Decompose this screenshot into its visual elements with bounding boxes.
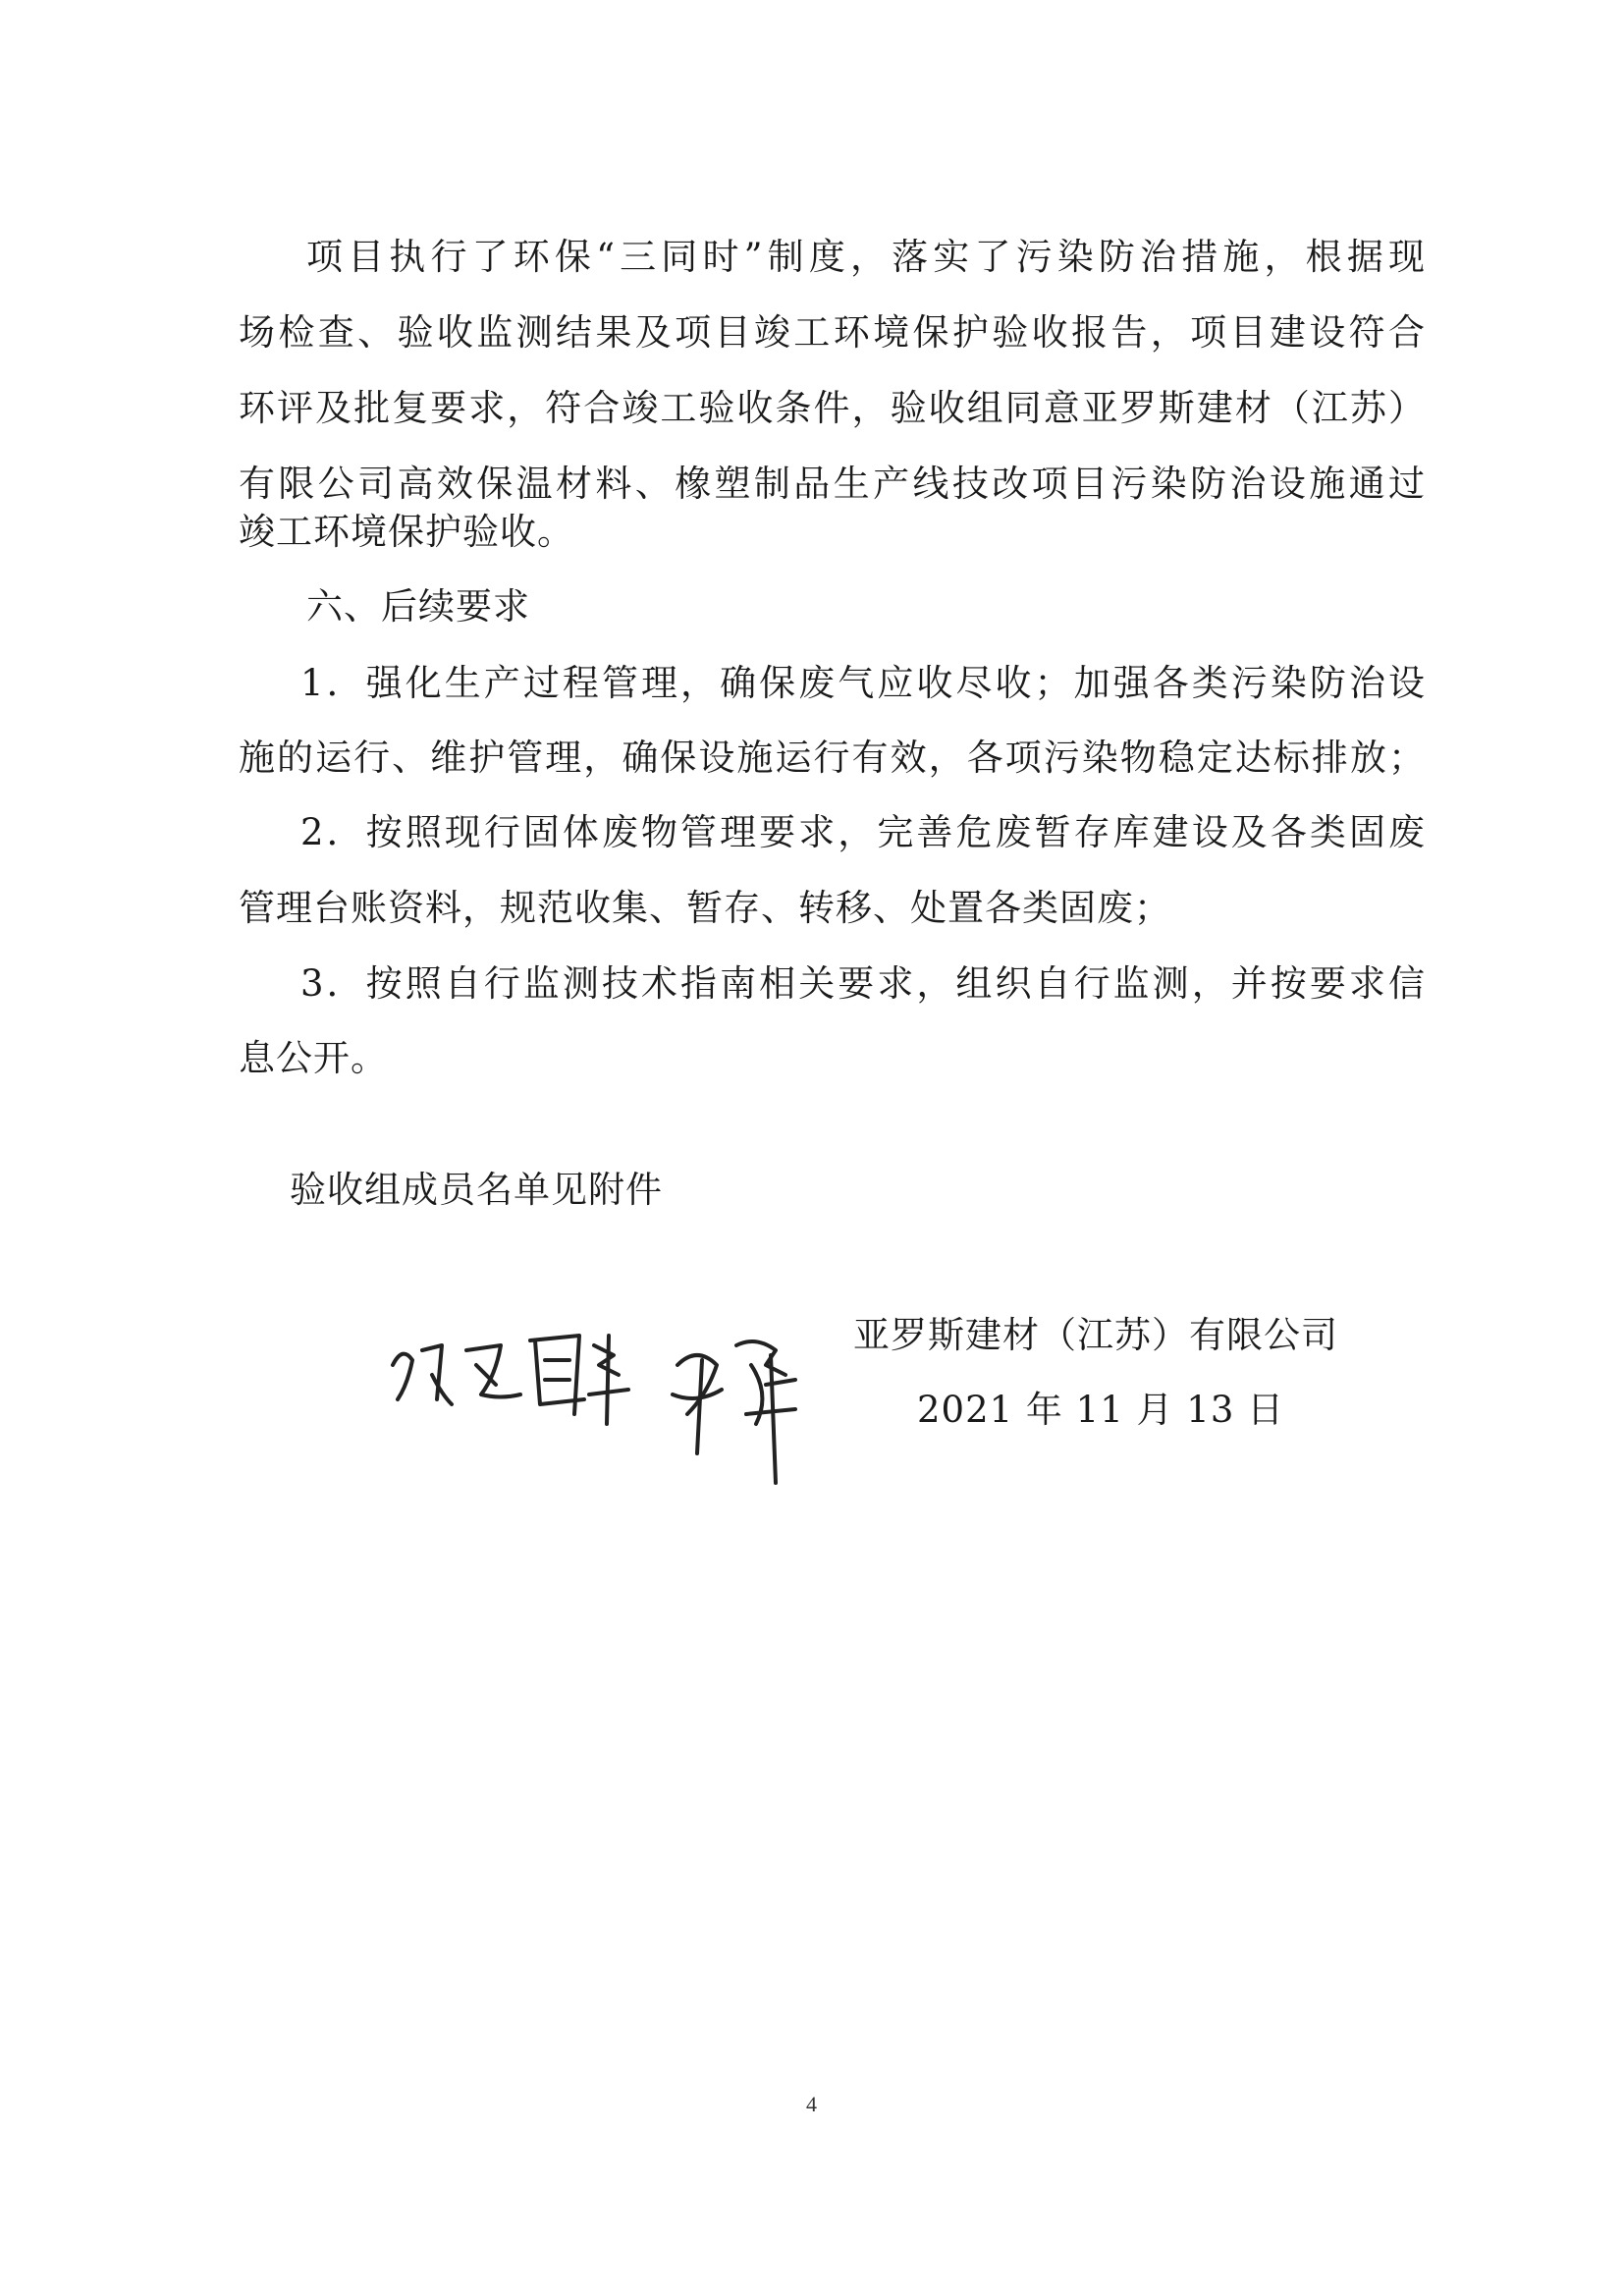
requirement-2-line-2: 管理台账资料，规范收集、暂存、转移、处置各类固废；: [239, 887, 1171, 929]
handwritten-signature: [383, 1306, 835, 1493]
page-number: 4: [806, 2092, 817, 2116]
requirement-3-line-2: 息公开。: [239, 1037, 388, 1079]
requirement-2-line-1: 2．按照现行固体废物管理要求，完善危废暂存库建设及各类固废: [300, 811, 1426, 853]
requirement-3-line-1: 3．按照自行监测技术指南相关要求，组织自行监测，并按要求信: [300, 962, 1426, 1005]
requirement-1-line-1: 1．强化生产过程管理，确保废气应收尽收；加强各类污染防治设: [300, 662, 1426, 704]
conclusion-line-2: 场检查、验收监测结果及项目竣工环境保护验收报告，项目建设符合: [239, 311, 1426, 354]
signature-date: 2021 年 11 月 13 日: [917, 1389, 1285, 1431]
conclusion-line-1: 项目执行了环保“三同时”制度，落实了污染防治措施，根据现: [306, 236, 1426, 278]
conclusion-line-3: 环评及批复要求，符合竣工验收条件，验收组同意亚罗斯建材（江苏）: [239, 387, 1426, 429]
company-name: 亚罗斯建材（江苏）有限公司: [853, 1314, 1338, 1356]
attachment-note: 验收组成员名单见附件: [290, 1169, 663, 1211]
requirement-1-line-2: 施的运行、维护管理，确保设施运行有效，各项污染物稳定达标排放；: [239, 737, 1426, 779]
conclusion-line-5: 竣工环境保护验收。: [239, 511, 574, 553]
section-heading: 六、后续要求: [306, 585, 530, 628]
conclusion-line-4: 有限公司高效保温材料、橡塑制品生产线技改项目污染防治设施通过: [239, 463, 1426, 505]
